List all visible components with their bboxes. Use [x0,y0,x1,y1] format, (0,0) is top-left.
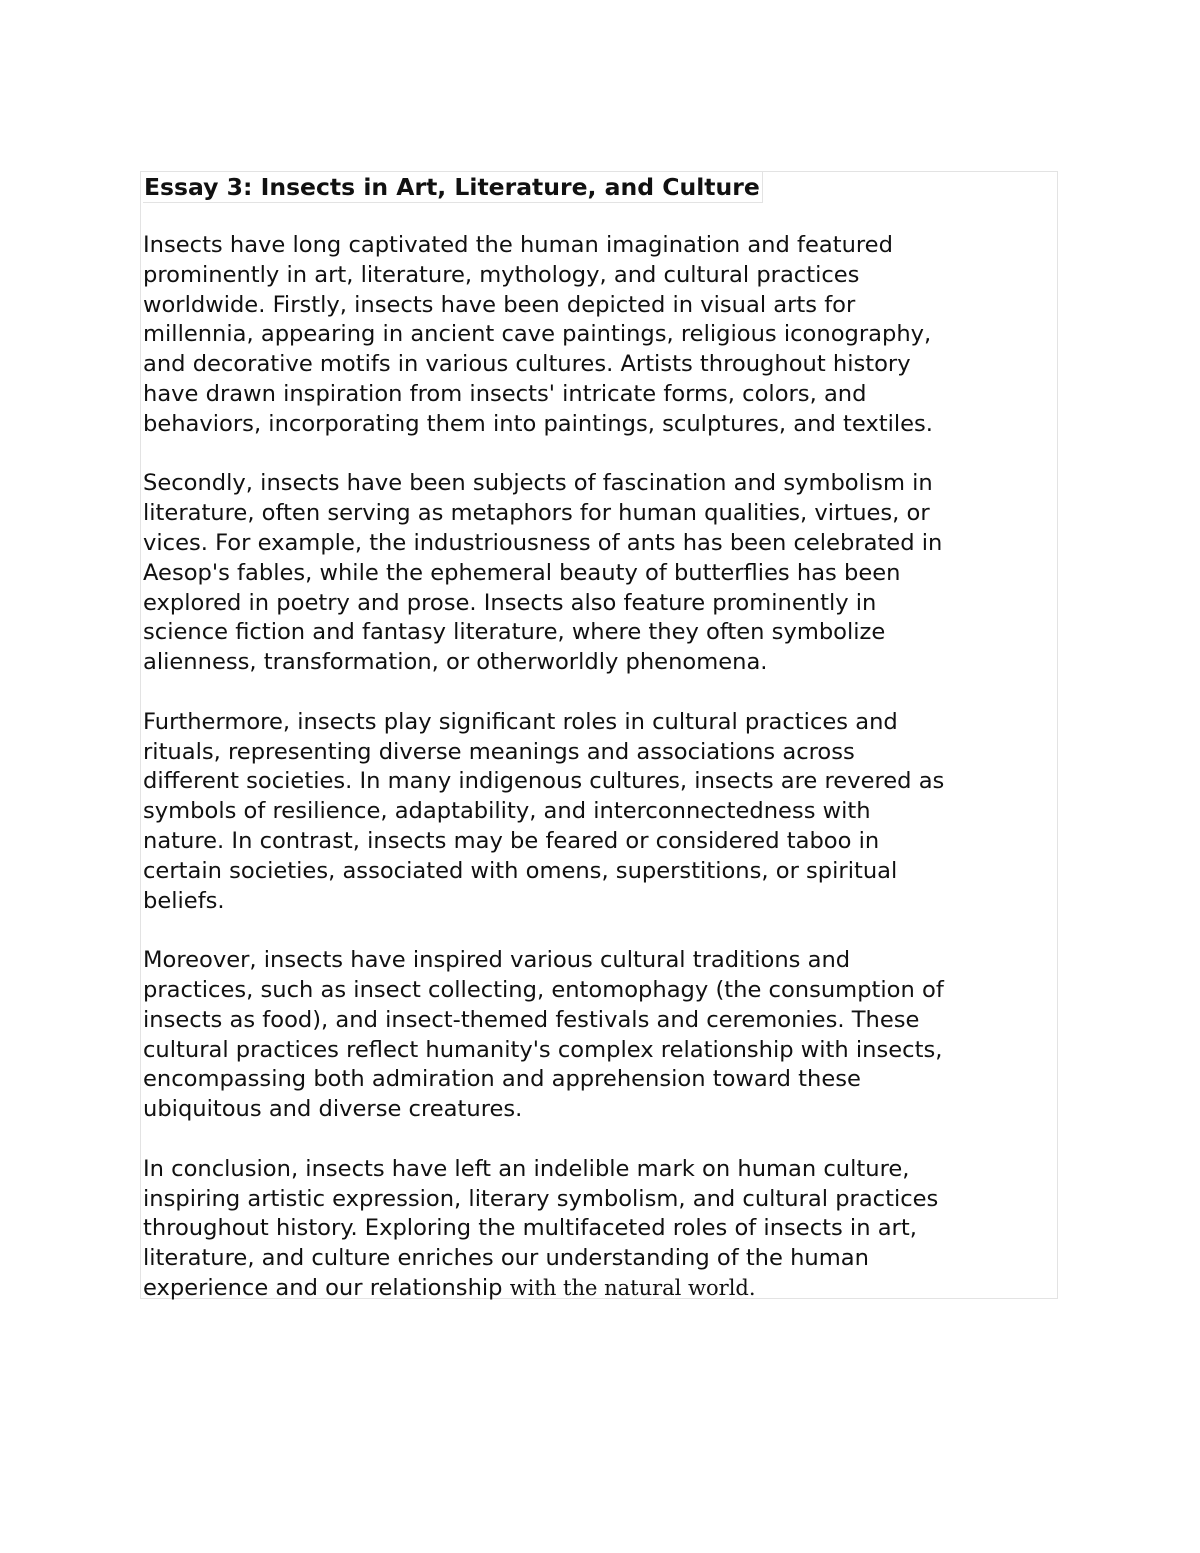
text-line: have drawn inspiration from insects' intricate forms, colors, and [143,380,867,407]
paragraph-3 [143,708,1055,917]
text-line: ubiquitous and diverse creatures. [143,1096,523,1123]
paragraph-4 [143,946,1055,1125]
essay-body [143,231,1055,1333]
text-line: Moreover, insects have inspired various cultural traditions and [143,947,851,974]
last-line-tail: with the natural world. [509,1275,756,1300]
text-line: different societies. In many indigenous cultures, insects are revered as [143,768,945,795]
text-line: nature. In contrast, insects may be feared or considered taboo in [143,827,880,854]
text-line: vices. For example, the industriousness of ants has been celebrated in [143,529,943,556]
text-line: Secondly, insects have been subjects of fascination and symbolism in [143,470,933,497]
text-line: science fiction and fantasy literature, where they often symbolize [143,619,886,646]
text-line-last [143,1274,1055,1304]
text-line: cultural practices reflect humanity's complex relationship with insects, [143,1036,943,1063]
text-line: symbols of resilience, adaptability, and interconnectedness with [143,798,871,825]
text-line: worldwide. Firstly, insects have been depicted in visual arts for [143,291,856,318]
text-line: encompassing both admiration and apprehension toward these [143,1066,861,1093]
text-line: Furthermore, insects play significant roles in cultural practices and [143,708,898,735]
text-line: beliefs. [143,887,225,914]
paragraph-1 [143,231,1055,440]
paragraph-5 [143,1155,1055,1304]
paragraph-2 [143,469,1055,678]
text-line: Insects have long captivated the human imagination and featured [143,232,893,258]
essay-title: Essay 3: Insects in Art, Literature, and Culture [143,172,763,203]
text-line: literature, often serving as metaphors for human qualities, virtues, or [143,500,930,527]
text-line: millennia, appearing in ancient cave paintings, religious iconography, [143,321,932,348]
text-line: literature, and culture enriches our understanding of the human [143,1245,869,1272]
last-line-start: experience and our relationship [143,1274,510,1301]
text-line: and decorative motifs in various cultures. Artists throughout history [143,351,911,378]
text-line: inspiring artistic expression, literary symbolism, and cultural practices [143,1185,939,1212]
text-line: explored in poetry and prose. Insects also feature prominently in [143,589,877,616]
text-line: practices, such as insect collecting, entomophagy (the consumption of [143,976,944,1003]
text-line: behaviors, incorporating them into paintings, sculptures, and textiles. [143,410,933,437]
text-line: insects as food), and insect-themed festivals and ceremonies. These [143,1006,920,1033]
text-frame [140,171,1058,1299]
text-line: alienness, transformation, or otherworldly phenomena. [143,649,768,676]
text-line: prominently in art, literature, mythology, and cultural practices [143,261,860,288]
text-line: In conclusion, insects have left an indelible mark on human culture, [143,1155,910,1182]
text-line: rituals, representing diverse meanings and associations across [143,738,855,765]
text-line: certain societies, associated with omens, superstitions, or spiritual [143,857,898,884]
text-line: throughout history. Exploring the multifaceted roles of insects in art, [143,1215,917,1242]
text-line: Aesop's fables, while the ephemeral beauty of butterflies has been [143,559,901,586]
